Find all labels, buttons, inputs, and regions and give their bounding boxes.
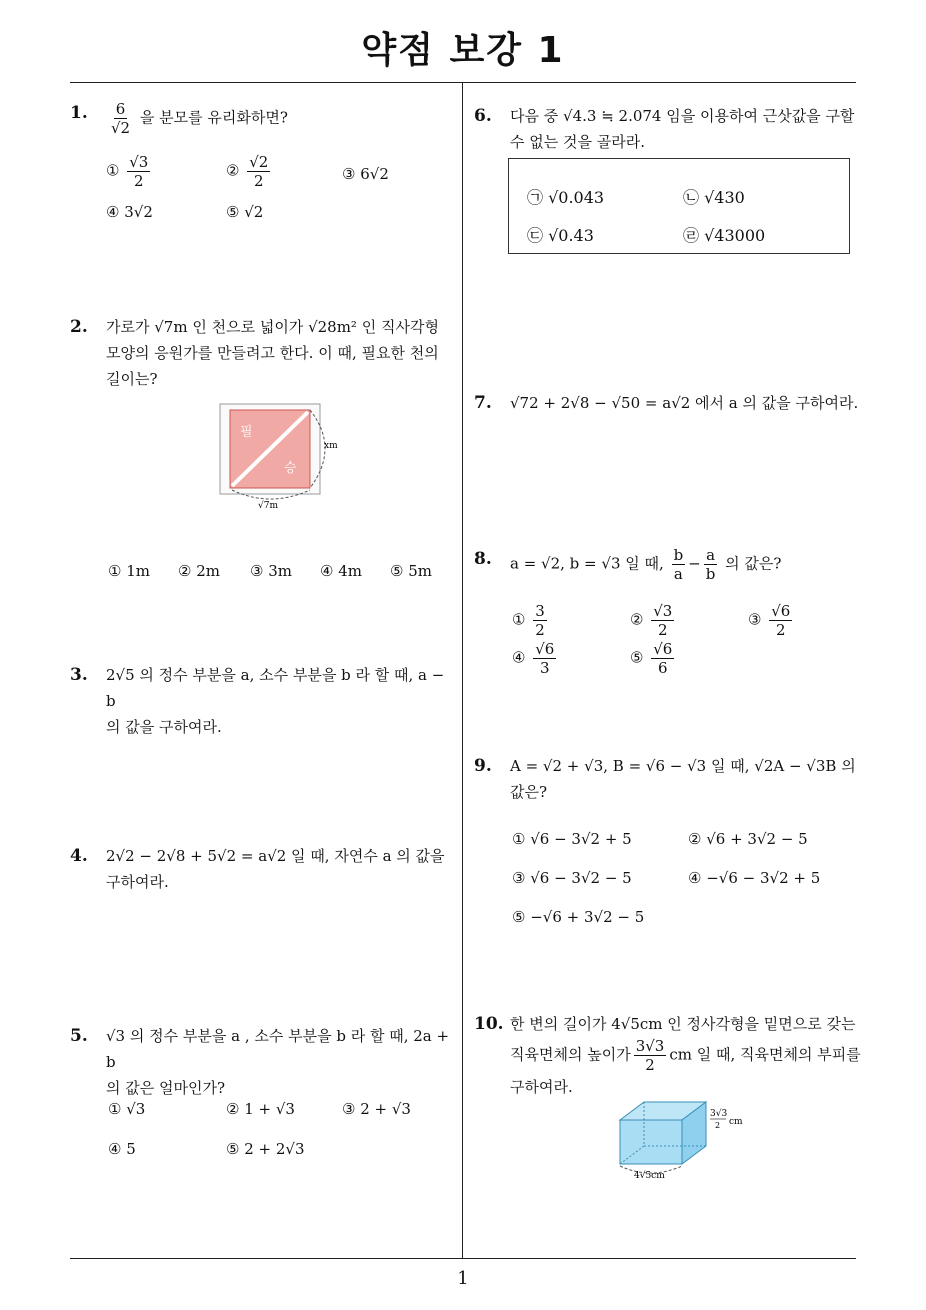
choice-4[interactable]: ④ $\frac{√6}{3}$ [512,640,555,677]
bottom-rule [70,1258,856,1259]
banner-text-1: 필 [240,425,253,440]
choice-1[interactable]: ① $\frac{√3}{2}$ [106,153,149,190]
choice-1[interactable]: ① $\frac{3}{2}$ [512,602,545,639]
choice-4[interactable]: ④ 4m [320,562,362,580]
svg-text:cm: cm [729,1117,743,1127]
choice-5[interactable]: ⑤ √2 [226,203,264,221]
question-text: √72 + 2√8 − √50 = a√2 에서 a 의 값을 구하여라. [510,394,859,412]
svg-text:2: 2 [715,1121,721,1130]
top-rule [70,82,856,83]
choice-2[interactable]: ② √6 + 3√2 − 5 [688,830,808,848]
question-8 [474,546,864,583]
question-text: 가로가 √7m 인 천으로 넓이가 √28m² 인 직사각형 모양의 응원가를 만들려고 한다. 이 때, 필요한 천의 길이는? [106,318,439,388]
page-number: 1 [457,1268,469,1289]
item-d[interactable]: ㉣ √43000 [683,226,766,245]
question-number: 4. [70,846,88,866]
question-text: 2√2 − 2√8 + 5√2 = a√2 일 때, 자연수 a 의 값을 구하여라. [106,847,445,891]
question-number: 1. [70,103,88,123]
height-label: xm [324,441,338,451]
question-2 [70,314,455,392]
fraction: $\frac{6}{√2}$ [111,100,131,137]
question-10 [474,1011,866,1100]
banner-text-2: 승 [284,461,297,476]
choice-1[interactable]: ① √6 − 3√2 + 5 [512,830,632,848]
question-text: A = √2 + √3, B = √6 − √3 일 때, √2A − √3B 의 값은? [510,757,856,801]
question-text: 한 변의 길이가 4√5cm 인 정사각형을 밑면으로 갖는 직육면체의 높이가 $\frac{3√3}{2}$ cm 일 때, 직육면체의 부피를 구하여라. [510,1015,861,1096]
choice-5[interactable]: ⑤ $\frac{√6}{6}$ [630,640,673,677]
question-text: 2√5 의 정수 부분을 a, 소수 부분을 b 라 할 때, a − b 의 값을 구하여라. [106,666,445,736]
question-1 [70,100,450,223]
choice-3[interactable]: ③ √6 − 3√2 − 5 [512,869,632,887]
banner-figure [210,400,350,515]
choice-5[interactable]: ⑤ −√6 + 3√2 − 5 [512,908,645,926]
choice-4[interactable]: ④ −√6 − 3√2 + 5 [688,869,821,887]
cuboid-figure [610,1096,760,1182]
answer-choices [106,153,450,223]
width-label: √7m [258,501,278,511]
question-number: 2. [70,317,88,337]
question-5 [70,1023,455,1101]
choice-2[interactable]: ② $\frac{√3}{2}$ [630,602,673,639]
question-number: 8. [474,549,492,569]
choice-2[interactable]: ② $\frac{√2}{2}$ [226,153,269,190]
question-number: 7. [474,393,492,413]
question-4 [70,843,455,895]
question-text: a = √2, b = √3 일 때, $\frac{b}{a}$ − $\frac{a}{b}$ 의 값은? [510,546,782,583]
question-text: 을 분모를 유리화하면? [139,108,288,127]
base-label: 4√5cm [634,1171,665,1181]
item-a[interactable]: ㉠ √0.043 [527,188,605,207]
height-label: 3√3 [710,1109,728,1119]
column-divider [462,83,463,1258]
question-number: 10. [474,1014,504,1034]
item-c[interactable]: ㉢ √0.43 [527,226,594,245]
answer-choices-2 [108,562,448,582]
item-b[interactable]: ㉡ √430 [683,188,745,207]
question-3 [70,662,455,740]
choice-5[interactable]: ⑤ 5m [390,562,432,580]
choice-1[interactable]: ① 1m [108,562,150,580]
choice-5[interactable]: ⑤ 2 + 2√3 [226,1140,305,1158]
answer-choices-5 [108,1100,448,1160]
choice-2[interactable]: ② 2m [178,562,220,580]
choice-3[interactable]: ③ 6√2 [342,165,389,183]
question-number: 3. [70,665,88,685]
answer-choices-9 [512,830,852,930]
choice-1[interactable]: ① √3 [108,1100,146,1118]
answer-choices-8 [512,602,852,682]
question-number: 9. [474,756,492,776]
page-title: 약점 보강 1 [361,30,565,71]
choice-3[interactable]: ③ $\frac{√6}{2}$ [748,602,791,639]
choice-box [508,158,850,254]
question-text: 다음 중 √4.3 ≒ 2.074 임을 이용하여 근삿값을 구할 수 없는 것을 골라라. [510,107,855,151]
question-9 [474,753,866,805]
question-number: 5. [70,1026,88,1046]
choice-3[interactable]: ③ 2 + √3 [342,1100,411,1118]
choice-4[interactable]: ④ 3√2 [106,203,153,221]
choice-2[interactable]: ② 1 + √3 [226,1100,295,1118]
choice-4[interactable]: ④ 5 [108,1140,136,1158]
question-text: √3 의 정수 부분을 a , 소수 부분을 b 라 할 때, 2a + b 의 값은 얼마인가? [106,1027,450,1097]
question-6 [474,103,864,155]
question-number: 6. [474,106,492,126]
choice-3[interactable]: ③ 3m [250,562,292,580]
question-7 [474,390,864,416]
